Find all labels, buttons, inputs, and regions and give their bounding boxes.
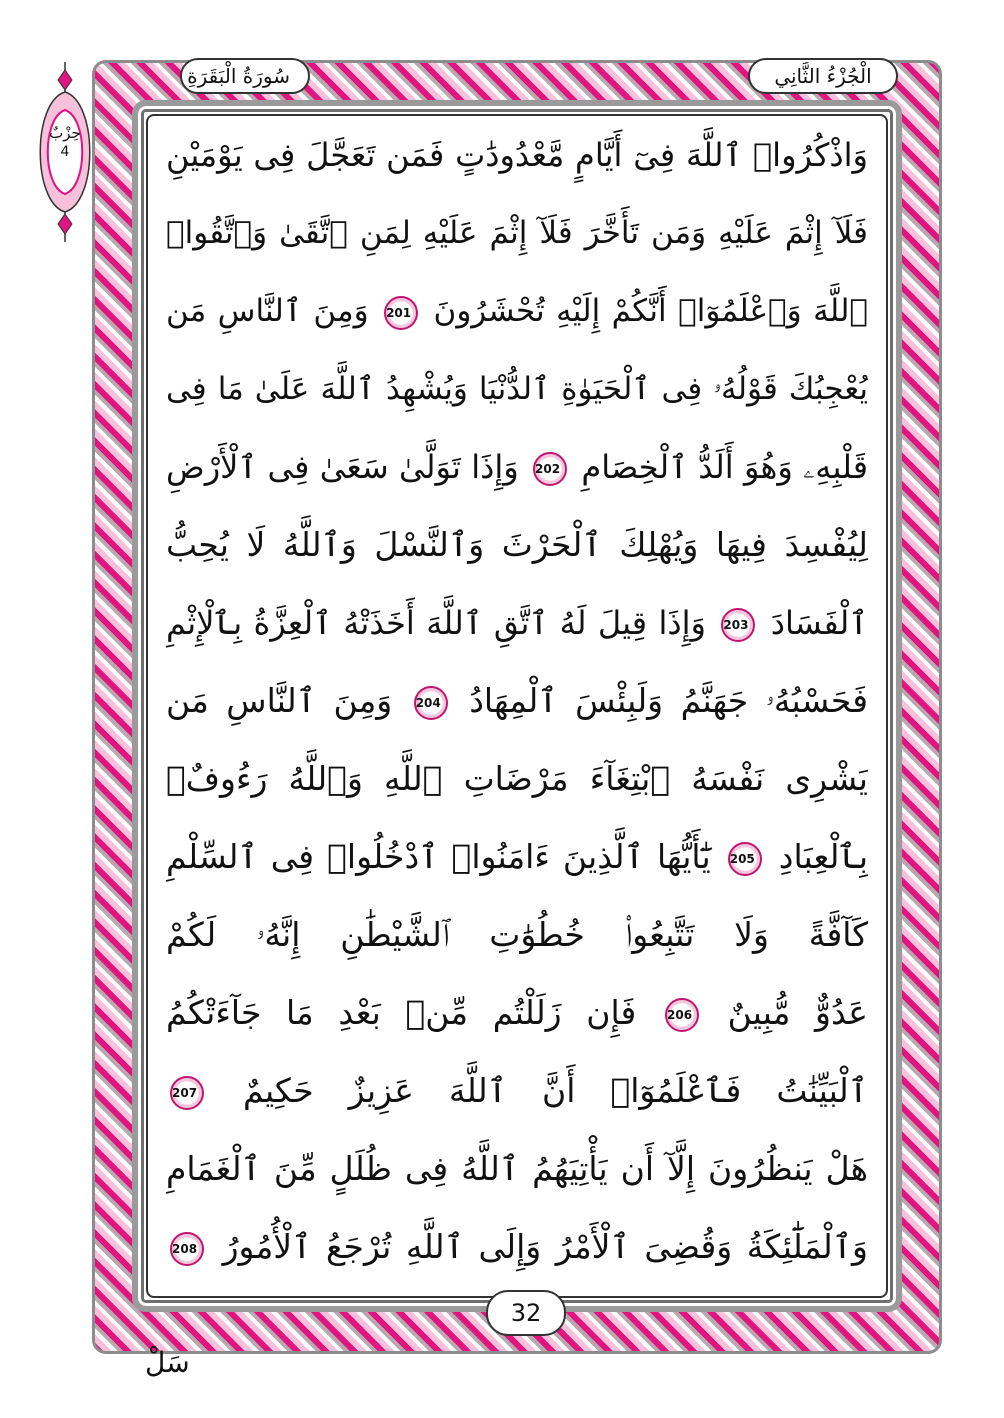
text-line bbox=[166, 354, 868, 424]
line-text: ٱلْفَسَادَ bbox=[770, 604, 868, 642]
ayah-number-marker: 205 bbox=[728, 842, 762, 876]
hizb-number: 4 bbox=[60, 144, 70, 160]
line-text: فَحَسْبُهُۥ جَهَنَّمُ وَلَبِئْسَ ٱلْمِهَادُ bbox=[469, 681, 868, 720]
ayah-number-marker: 206 bbox=[665, 998, 699, 1032]
text-line bbox=[166, 978, 868, 1048]
juz-title: الْجُزْءُ الثَّانِي bbox=[748, 58, 898, 94]
line-text: وَاذْكُرُوا۟ ٱللَّهَ فِىٓ أَيَّامٍ مَّعْدُودَٰتٍ فَمَن تَعَجَّلَ فِى يَوْمَيْنِ bbox=[166, 136, 868, 174]
text-line bbox=[166, 1134, 868, 1204]
text-line bbox=[166, 588, 868, 658]
line-text: لِيُفْسِدَ فِيهَا وَيُهْلِكَ ٱلْحَرْثَ وَٱلنَّسْلَ وَٱللَّهُ لَا يُحِبُّ bbox=[166, 525, 868, 564]
line-text: هَلْ يَنظُرُونَ إِلَّآ أَن يَأْتِيَهُمُ ٱللَّهُ فِى ظُلَلٍ مِّنَ ٱلْغَمَامِ bbox=[166, 1149, 868, 1188]
line-text: وَمِنَ ٱلنَّاسِ مَن bbox=[166, 681, 393, 720]
ayah-number-marker: 207 bbox=[170, 1076, 204, 1110]
page-number: 32 bbox=[486, 1290, 566, 1336]
line-text: وَإِذَا تَوَلَّىٰ سَعَىٰ فِى ٱلْأَرْضِ bbox=[166, 448, 519, 486]
ayah-number-marker: 204 bbox=[414, 686, 448, 720]
hizb-marker bbox=[28, 62, 102, 242]
line-text: يَشْرِى نَفْسَهُ ٱبْتِغَآءَ مَرْضَاتِ ٱللَّهِ وَٱللَّهُ رَءُوفٌۢ bbox=[166, 759, 868, 798]
text-line bbox=[166, 432, 868, 502]
text-line bbox=[166, 1056, 868, 1126]
line-text: بِٱلْعِبَادِ bbox=[778, 837, 868, 876]
line-text: فَلَآ إِثْمَ عَلَيْهِ وَمَن تَأَخَّرَ فَلَآ إِثْمَ عَلَيْهِ لِمَنِ ٱتَّقَىٰ وَٱتَّقُوا۟ bbox=[166, 215, 868, 251]
surah-title: سُورَةُ الْبَقَرَةِ bbox=[180, 58, 310, 94]
text-line bbox=[166, 120, 868, 190]
line-text: عَدُوٌّ مُّبِينٌ bbox=[727, 993, 868, 1032]
line-text: ٱلْبَيِّنَٰتُ فَٱعْلَمُوٓا۟ أَنَّ ٱللَّهَ عَزِيزٌ حَكِيمٌ bbox=[243, 1071, 868, 1110]
ayah-number-marker: 203 bbox=[721, 608, 755, 642]
text-line bbox=[166, 276, 868, 346]
line-text: وَمِنَ ٱلنَّاسِ مَن bbox=[166, 293, 369, 329]
text-line bbox=[166, 1212, 868, 1282]
hizb-label: حِزْبٌ bbox=[49, 124, 81, 142]
line-text: وَإِذَا قِيلَ لَهُ ٱتَّقِ ٱللَّهَ أَخَذَتْهُ ٱلْعِزَّةُ بِٱلْإِثْمِ bbox=[166, 604, 706, 642]
quran-text-block bbox=[166, 120, 868, 1292]
line-text: كَآفَّةً وَلَا تَتَّبِعُوا۟ خُطُوَٰتِ ٱلشَّيْطَٰنِ إِنَّهُۥ لَكُمْ bbox=[166, 915, 868, 954]
catchword: سَلْ bbox=[145, 1346, 190, 1379]
text-line bbox=[166, 744, 868, 814]
text-line bbox=[166, 822, 868, 892]
text-line bbox=[166, 666, 868, 736]
line-text: يُعْجِبُكَ قَوْلُهُۥ فِى ٱلْحَيَوٰةِ ٱلدُّنْيَا وَيُشْهِدُ ٱللَّهَ عَلَىٰ مَا فِى bbox=[166, 371, 868, 407]
line-text: وَٱلْمَلَٰٓئِكَةُ وَقُضِىَ ٱلْأَمْرُ وَإِلَى ٱللَّهِ تُرْجَعُ ٱلْأُمُورُ bbox=[222, 1227, 868, 1266]
text-line bbox=[166, 900, 868, 970]
ayah-number-marker: 208 bbox=[170, 1232, 204, 1266]
line-text: ٱللَّهَ وَٱعْلَمُوٓا۟ أَنَّكُمْ إِلَيْهِ تُحْشَرُونَ bbox=[433, 293, 868, 329]
ayah-number-marker: 202 bbox=[533, 452, 567, 486]
line-text: يَٰٓأَيُّهَا ٱلَّذِينَ ءَامَنُوا۟ ٱدْخُلُوا۟ فِى ٱلسِّلْمِ bbox=[166, 837, 711, 876]
text-line bbox=[166, 198, 868, 268]
line-text: قَلْبِهِۦ وَهُوَ أَلَدُّ ٱلْخِصَامِ bbox=[581, 448, 868, 486]
text-line bbox=[166, 510, 868, 580]
ayah-number-marker: 201 bbox=[384, 296, 418, 330]
line-text: فَإِن زَلَلْتُم مِّنۢ بَعْدِ مَا جَآءَتْكُمُ bbox=[166, 993, 637, 1032]
